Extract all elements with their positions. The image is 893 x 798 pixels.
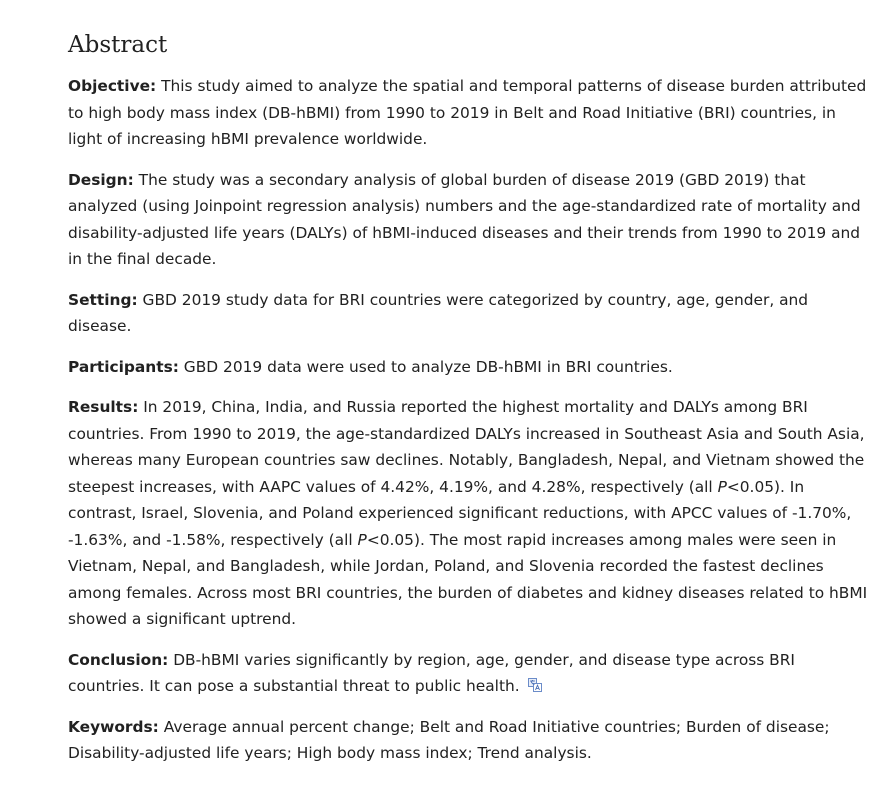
design-label: Design: [68, 170, 134, 189]
results-text-1: In 2019, China, India, and Russia reported the highest mortality and DALYs among BRI countries. From 1990 to 2019, the age-standardized DALYs increased in Southeast Asia and South Asia, whereas many European countries saw declines. Notably, Bangladesh, Nepal, and Vietnam showed the steepest increases, with AAPC values of 4.42%, 4.19%, and 4.28%, respectively (all [68, 398, 865, 496]
setting-paragraph [68, 287, 868, 340]
abstract-heading: Abstract [68, 32, 168, 58]
keywords-text: Average annual percent change; Belt and Road Initiative countries; Burden of disease; Disability-adjusted life years; High body mass index; Trend analysis. [68, 717, 830, 762]
design-text: The study was a secondary analysis of global burden of disease 2019 (GBD 2019) that analyzed (using Joinpoint regression analysis) numbers and the age-standardized rate of mortality and disability-adjusted life years (DALYs) of hBMI-induced diseases and their trends from 1990 to 2019 and in the final decade. [68, 170, 861, 268]
results-paragraph [68, 394, 868, 633]
participants-paragraph [68, 354, 868, 381]
abstract-section [68, 30, 868, 781]
keywords-paragraph [68, 714, 868, 767]
results-p-value-1: P [717, 477, 727, 496]
results-label: Results: [68, 398, 139, 416]
results-text-2: <0.05). In contrast, Israel, Slovenia, and Poland experienced significant reductions, with APCC values of -1.70%, -1.63%, and -1.58%, respectively (all [68, 477, 852, 549]
setting-text: GBD 2019 study data for BRI countries were categorized by country, age, gender, and disease. [68, 290, 809, 335]
conclusion-text: DB-hBMI varies significantly by region, age, gender, and disease type across BRI countries. It can pose a substantial threat to public health. [68, 650, 795, 695]
results-text-3: <0.05). The most rapid increases among males were seen in Vietnam, Nepal, and Bangladesh, while Jordan, Poland, and Slovenia recorded the fastest declines among females. Across most BRI countries, the burden of diabetes and kidney diseases related to hBMI showed a significant uptrend. [68, 530, 868, 628]
participants-label: Participants: [68, 357, 179, 376]
conclusion-paragraph [68, 647, 868, 700]
conclusion-label: Conclusion: [68, 650, 169, 669]
setting-label: Setting: [68, 290, 138, 309]
translate-icon[interactable] [528, 674, 542, 688]
objective-paragraph [68, 73, 868, 153]
objective-label: Objective: [68, 77, 157, 95]
keywords-label: Keywords: [68, 717, 159, 736]
participants-text: GBD 2019 data were used to analyze DB-hBMI in BRI countries. [178, 357, 673, 376]
results-p-value-2: P [357, 530, 367, 549]
design-paragraph [68, 167, 868, 273]
objective-text: This study aimed to analyze the spatial and temporal patterns of disease burden attributed to high body mass index (DB-hBMI) from 1990 to 2019 in Belt and Road Initiative (BRI) countries, in light of increasing hBMI prevalence worldwide. [68, 77, 867, 148]
